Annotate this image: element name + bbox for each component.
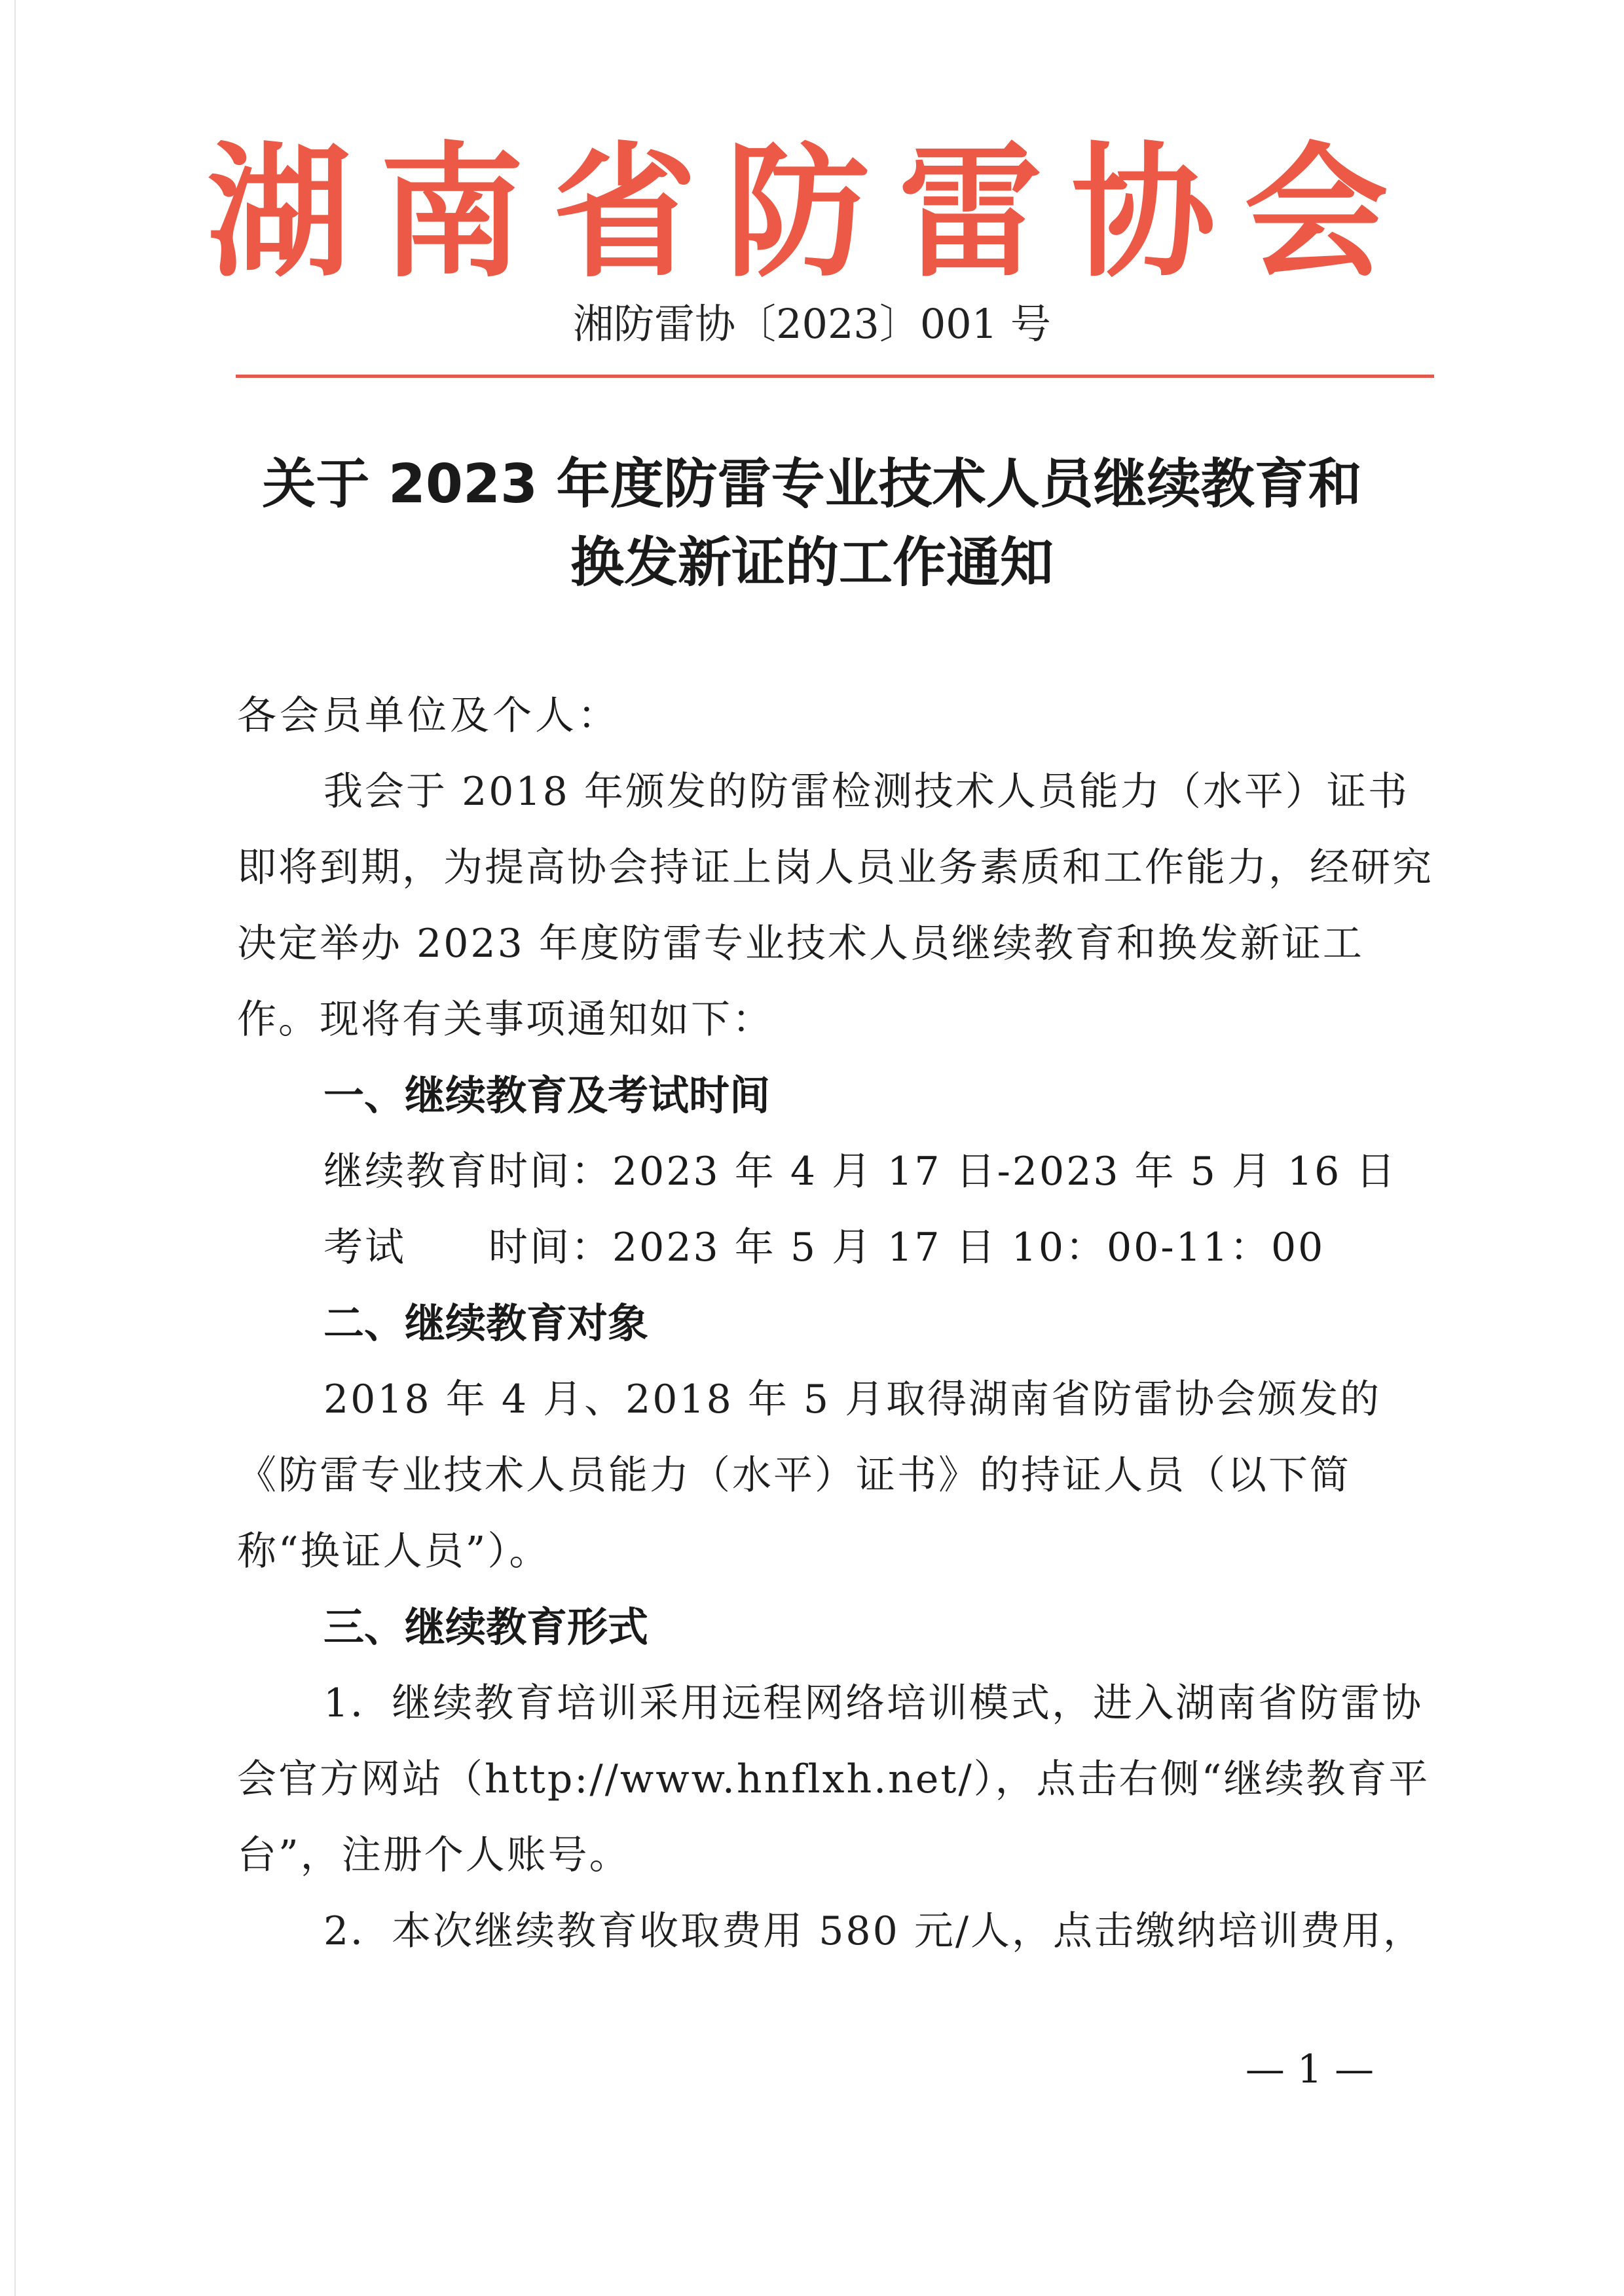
intro-paragraph: 我会于 2018 年颁发的防雷检测技术人员能力（水平）证书即将到期，为提高协会持证上岗人员业务素质和工作能力，经研究决定举办 2023 年度防雷专业技术人员继续教育和换发新证工作。现将有关事项通知如下： [237, 769, 1433, 1043]
notice-title [0, 445, 1624, 602]
document-number: 湘防雷协〔2023〕001 号 [573, 300, 1051, 348]
intro-paragraph-block [237, 754, 1435, 1058]
section-1-heading: 一、继续教育及考试时间 [323, 1071, 771, 1119]
education-period-line: 继续教育时间：2023 年 4 月 17 日-2023 年 5 月 16 日 [323, 1149, 1397, 1194]
section-2-paragraph: 2018 年 4 月、2018 年 5 月取得湖南省防雷协会颁发的《防雷专业技术人员能力（水平）证书》的持证人员（以下简称“换证人员”）。 [237, 1377, 1382, 1574]
section-3-item-2-block [237, 1893, 1435, 1969]
notice-title-line-2: 换发新证的工作通知 [570, 532, 1054, 594]
page-number: — 1 — [1245, 2046, 1375, 2092]
section-3-item-2: 2．本次继续教育收取费用 580 元/人，点击缴纳培训费用， [323, 1908, 1425, 1954]
exam-time-line: 考试 时间：2023 年 5 月 17 日 10：00-11：00 [323, 1225, 1325, 1270]
notice-title-line-1: 关于 2023 年度防雷专业技术人员继续教育和 [262, 453, 1362, 515]
section-3-item-1-block [237, 1665, 1435, 1893]
section-2-paragraph-block [237, 1361, 1435, 1589]
salutation: 各会员单位及个人： [237, 693, 620, 739]
section-3-item-1: 1．继续教育培训采用远程网络培训模式，进入湖南省防雷协会官方网站（http://www.hnflxh.net/），点击右侧“继续教育平台”，注册个人账号。 [237, 1680, 1430, 1878]
section-3-heading: 三、继续教育形式 [323, 1603, 649, 1651]
red-divider-line [236, 375, 1434, 378]
section-2-heading: 二、继续教育对象 [323, 1299, 649, 1347]
org-name-masthead: 湖南省防雷协会 [206, 129, 1417, 297]
